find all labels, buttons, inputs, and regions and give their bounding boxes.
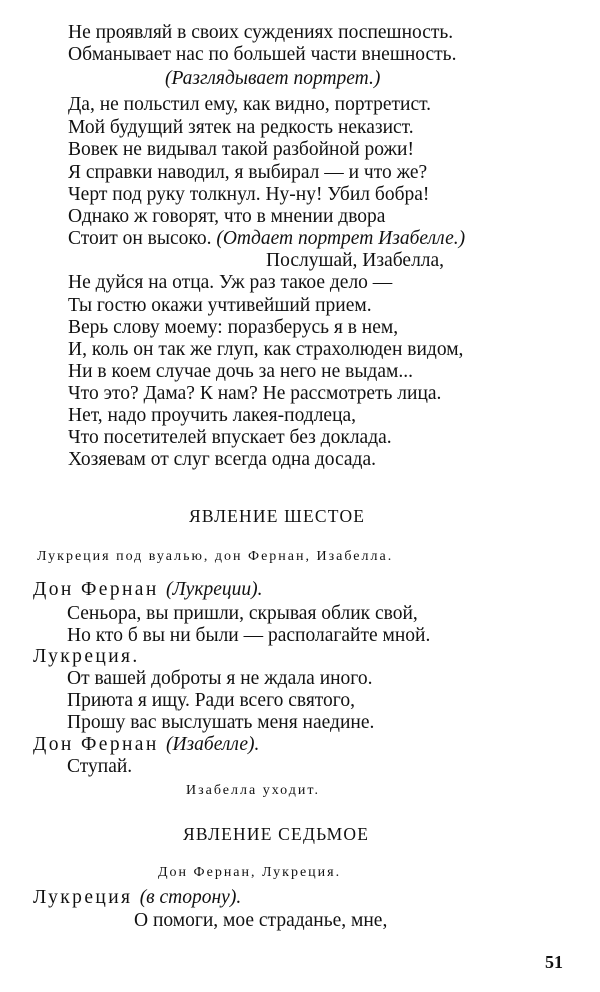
- verse-line: Приюта я ищу. Ради всего святого,: [67, 690, 355, 711]
- verse-line: Однако ж говорят, что в мнении двора: [68, 206, 386, 227]
- verse-line: Хозяевам от слуг всегда одна досада.: [68, 449, 377, 470]
- verse-line: Мой будущий зятек на редкость неказист.: [68, 117, 414, 138]
- stage-direction: (Разглядывает портрет.): [165, 68, 381, 89]
- verse-line: Не дуйся на отца. Уж раз такое дело —: [68, 272, 393, 293]
- verse-line: Но кто б вы ни были — располагайте мной.: [67, 625, 431, 646]
- scene-heading: ЯВЛЕНИЕ СЕДЬМОЕ: [183, 824, 370, 844]
- verse-line: Сеньора, вы пришли, скрывая облик свой,: [67, 603, 418, 624]
- scene-heading: ЯВЛЕНИЕ ШЕСТОЕ: [189, 506, 366, 526]
- cast-list: Дон Фернан, Лукреция.: [158, 865, 342, 880]
- verse-line: [68, 228, 465, 250]
- page-number: 51: [545, 952, 563, 972]
- speaker-name: Дон Фернан: [33, 734, 166, 755]
- verse-line: Черт под руку толкнул. Ну-ну! Убил бобра!: [68, 184, 430, 205]
- verse-line: И, коль он так же глуп, как страхолюден видом,: [68, 339, 464, 360]
- verse-line: Что это? Дама? К нам? Не рассмотреть лица.: [68, 383, 442, 404]
- verse-line: Ты гостю окажи учтивейший прием.: [68, 295, 372, 316]
- speaker-name: Дон Фернан: [33, 579, 166, 600]
- verse-line: От вашей доброты я не ждала иного.: [67, 668, 373, 689]
- speaker-name: Лукреция: [33, 887, 140, 908]
- verse-line: Обманывает нас по большей части внешность.: [68, 44, 457, 65]
- stage-direction: (Лукреции).: [165, 579, 263, 600]
- verse-line: Ни в коем случае дочь за него не выдам...: [68, 361, 413, 382]
- verse-line: Ступай.: [67, 756, 133, 777]
- cast-list: Лукреция под вуалью, дон Фернан, Изабелла.: [37, 549, 394, 564]
- verse-line: Послушай, Изабелла,: [266, 250, 445, 271]
- stage-direction: (Отдает портрет Изабелле.): [216, 228, 466, 249]
- verse-line: О помоги, мое страданье, мне,: [134, 910, 388, 931]
- stage-direction: (Изабелле).: [165, 734, 260, 755]
- verse-line: Я справки наводил, я выбирал — и что же?: [68, 162, 428, 183]
- speaker-line: [33, 887, 241, 909]
- speaker-line: [33, 734, 259, 756]
- verse-text: Стоит он высоко.: [68, 228, 217, 249]
- verse-line: Прошу вас выслушать меня наедине.: [67, 712, 375, 733]
- verse-line: Вовек не видывал такой разбойной рожи!: [68, 139, 414, 160]
- verse-line: Верь слову моему: поразберусь я в нем,: [68, 317, 399, 338]
- speaker-line: [33, 579, 263, 601]
- verse-line: Нет, надо проучить лакея-подлеца,: [68, 405, 357, 426]
- verse-line: Что посетителей впускает без доклада.: [68, 427, 392, 448]
- stage-direction: Изабелла уходит.: [186, 783, 320, 798]
- speaker-name: Лукреция.: [33, 646, 140, 667]
- stage-direction: (в сторону).: [139, 887, 242, 908]
- verse-line: Не проявляй в своих суждениях поспешность.: [68, 22, 454, 43]
- verse-line: Да, не польстил ему, как видно, портретист.: [68, 94, 432, 115]
